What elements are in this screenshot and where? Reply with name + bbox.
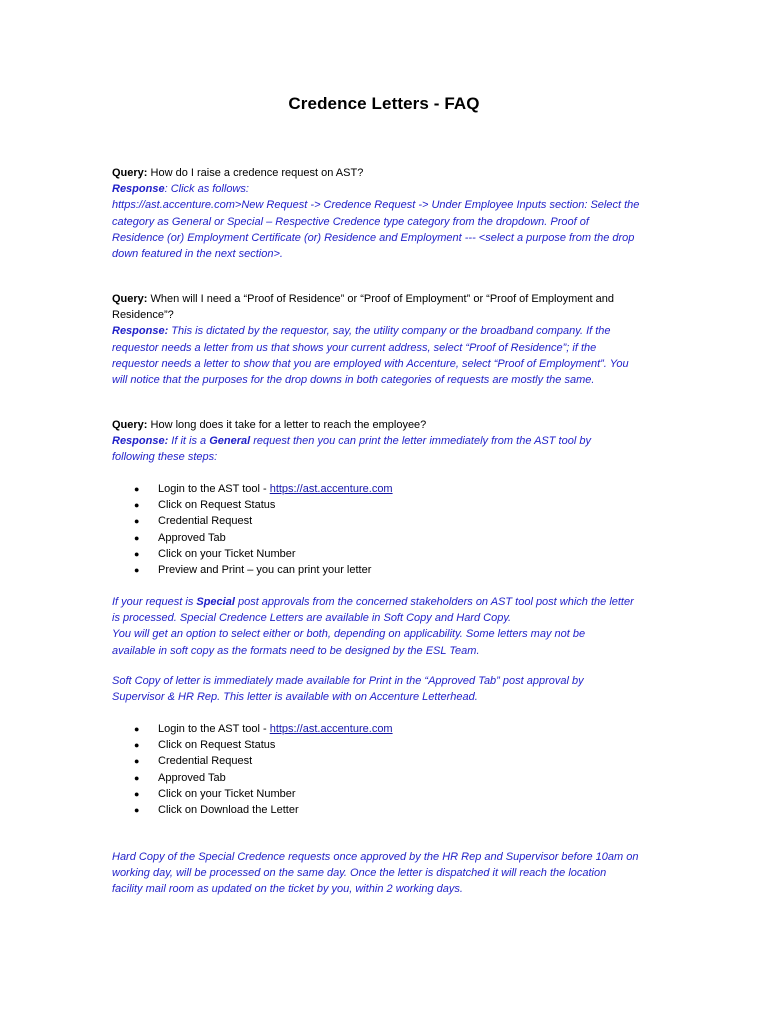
list-item (112, 753, 393, 769)
q3-response-label: Response: (112, 435, 169, 448)
faq-q1 (112, 165, 657, 262)
hard-copy-paragraph (112, 849, 657, 898)
special-pre: If your request is (112, 596, 197, 608)
q1-response-line-2: https://ast.accenture.com>New Request -> Credence Request -> Under Employee Inputs section: Select the (112, 199, 640, 212)
bullet-icon: ● (134, 724, 140, 734)
list-item (112, 721, 393, 737)
q3-response-bold: General (209, 435, 251, 448)
faq-q3 (112, 417, 657, 466)
q3-query-label: Query: (112, 419, 148, 431)
step-text: Click on Request Status (158, 739, 276, 752)
list-item (112, 481, 393, 497)
list-item (112, 546, 393, 562)
bullet-icon: ● (134, 772, 140, 783)
q1-response-line-3: category as General or Special – Respective Credence type category from the dropdown. Proof of (112, 215, 589, 228)
special-line-4: available in soft copy as the formats need to be designed by the ESL Team. (112, 644, 480, 657)
special-post: post approvals from the concerned stakeholders on AST tool post which the letter (234, 596, 634, 608)
q1-response-line-5: down featured in the next section>. (112, 248, 283, 261)
q1-response-line-4: Residence (or) Employment Certificate (or) Residence and Employment --- <select a purpose from the drop (112, 231, 635, 244)
bullet-icon: ● (134, 548, 140, 559)
step-text: Click on Download the Letter (158, 803, 299, 816)
q2-query-label: Query: (112, 293, 148, 305)
q2-response-line-1 (112, 323, 657, 339)
step-text: Credential Request (158, 755, 253, 768)
soft-copy-line-1: Soft Copy of letter is immediately made available for Print in the “Approved Tab” post approval by (112, 675, 584, 687)
step-text: Approved Tab (158, 531, 226, 544)
bullet-icon: ● (134, 484, 140, 494)
list-item (112, 770, 393, 786)
q1-query-label: Query: (112, 167, 148, 179)
ast-link[interactable]: https://ast.accenture.com (269, 723, 393, 735)
q1-response-line-1 (112, 181, 657, 197)
list-item (112, 786, 393, 802)
step-login-prefix: Login to the AST tool - (158, 723, 270, 735)
bullet-icon: ● (134, 500, 140, 511)
bullet-icon: ● (134, 516, 140, 527)
q3-query-line (112, 417, 657, 433)
q1-query-line (112, 165, 657, 181)
bullet-icon: ● (134, 804, 140, 815)
q1-query-text: How do I raise a credence request on AST? (147, 167, 364, 179)
special-line-3: You will get an option to select either or both, depending on applicability. Some letters may not be (112, 628, 586, 641)
list-item (112, 513, 393, 529)
bullet-icon: ● (134, 564, 140, 575)
special-paragraph (112, 594, 657, 659)
hard-copy-line-2: working day, will be processed on the same day. Once the letter is dispatched it will reach the location (112, 867, 607, 880)
list-item (112, 562, 393, 578)
step-text: Approved Tab (158, 771, 226, 784)
step-text: Click on Request Status (158, 499, 276, 512)
step-text: Credential Request (158, 515, 253, 528)
bullet-icon: ● (134, 740, 140, 751)
bullet-icon: ● (134, 788, 140, 799)
special-bold: Special (196, 596, 235, 608)
bullet-icon: ● (134, 756, 140, 767)
step-text: Preview and Print – you can print your letter (158, 563, 372, 576)
q3-query-text: How long does it take for a letter to reach the employee? (147, 419, 427, 431)
q3-response-line-2: following these steps: (112, 451, 218, 464)
q2-response-line-2: requestor needs a letter from us that shows your current address, select “Proof of Residence”; if the (112, 341, 597, 354)
general-steps-list (112, 481, 393, 578)
q2-response-line-4: will notice that the purposes for the drop downs in both categories of requests are mostly the same. (112, 374, 595, 387)
hard-copy-line-3: facility mail room as updated on the ticket by you, within 2 working days. (112, 883, 463, 896)
list-item (112, 530, 393, 546)
step-login-prefix: Login to the AST tool - (158, 483, 270, 495)
special-line-2: is processed. Special Credence Letters are available in Soft Copy and Hard Copy. (112, 612, 512, 625)
q2-response-label: Response: (112, 325, 169, 338)
q2-query-line-2: Residence”? (112, 309, 174, 322)
q3-response-post: request then you can print the letter immediately from the AST tool by (250, 435, 591, 448)
q1-response-label: Response (112, 183, 165, 196)
q3-response-pre: If it is a (168, 435, 210, 448)
list-item (112, 737, 393, 753)
special-line-1 (112, 594, 657, 610)
soft-copy-paragraph (112, 673, 657, 705)
list-item (112, 497, 393, 513)
q2-response-line-3: requestor needs a letter to show that you are employed with Accenture, select “Proof of Employment”. You (112, 357, 629, 370)
soft-copy-line-2: Supervisor & HR Rep. This letter is available with on Accenture Letterhead. (112, 691, 478, 704)
faq-q2 (112, 291, 657, 388)
q2-query-text-0: When will I need a “Proof of Residence” or “Proof of Employment” or “Proof of Employment and (147, 293, 614, 305)
bullet-icon: ● (134, 532, 140, 543)
q2-response-text-0: This is dictated by the requestor, say, the utility company or the broadband company. If the (168, 325, 611, 338)
step-text: Click on your Ticket Number (158, 787, 296, 800)
ast-link[interactable]: https://ast.accenture.com (269, 483, 393, 495)
special-steps-list (112, 721, 393, 818)
list-item (112, 802, 393, 818)
page-title: Credence Letters - FAQ (288, 94, 480, 113)
q2-query-line-1 (112, 291, 657, 307)
step-text: Click on your Ticket Number (158, 547, 296, 560)
hard-copy-line-1: Hard Copy of the Special Credence requests once approved by the HR Rep and Supervisor before 10am on (112, 851, 639, 863)
q3-response-line-1 (112, 433, 657, 449)
q1-response-text-0: : Click as follows: (164, 183, 249, 196)
